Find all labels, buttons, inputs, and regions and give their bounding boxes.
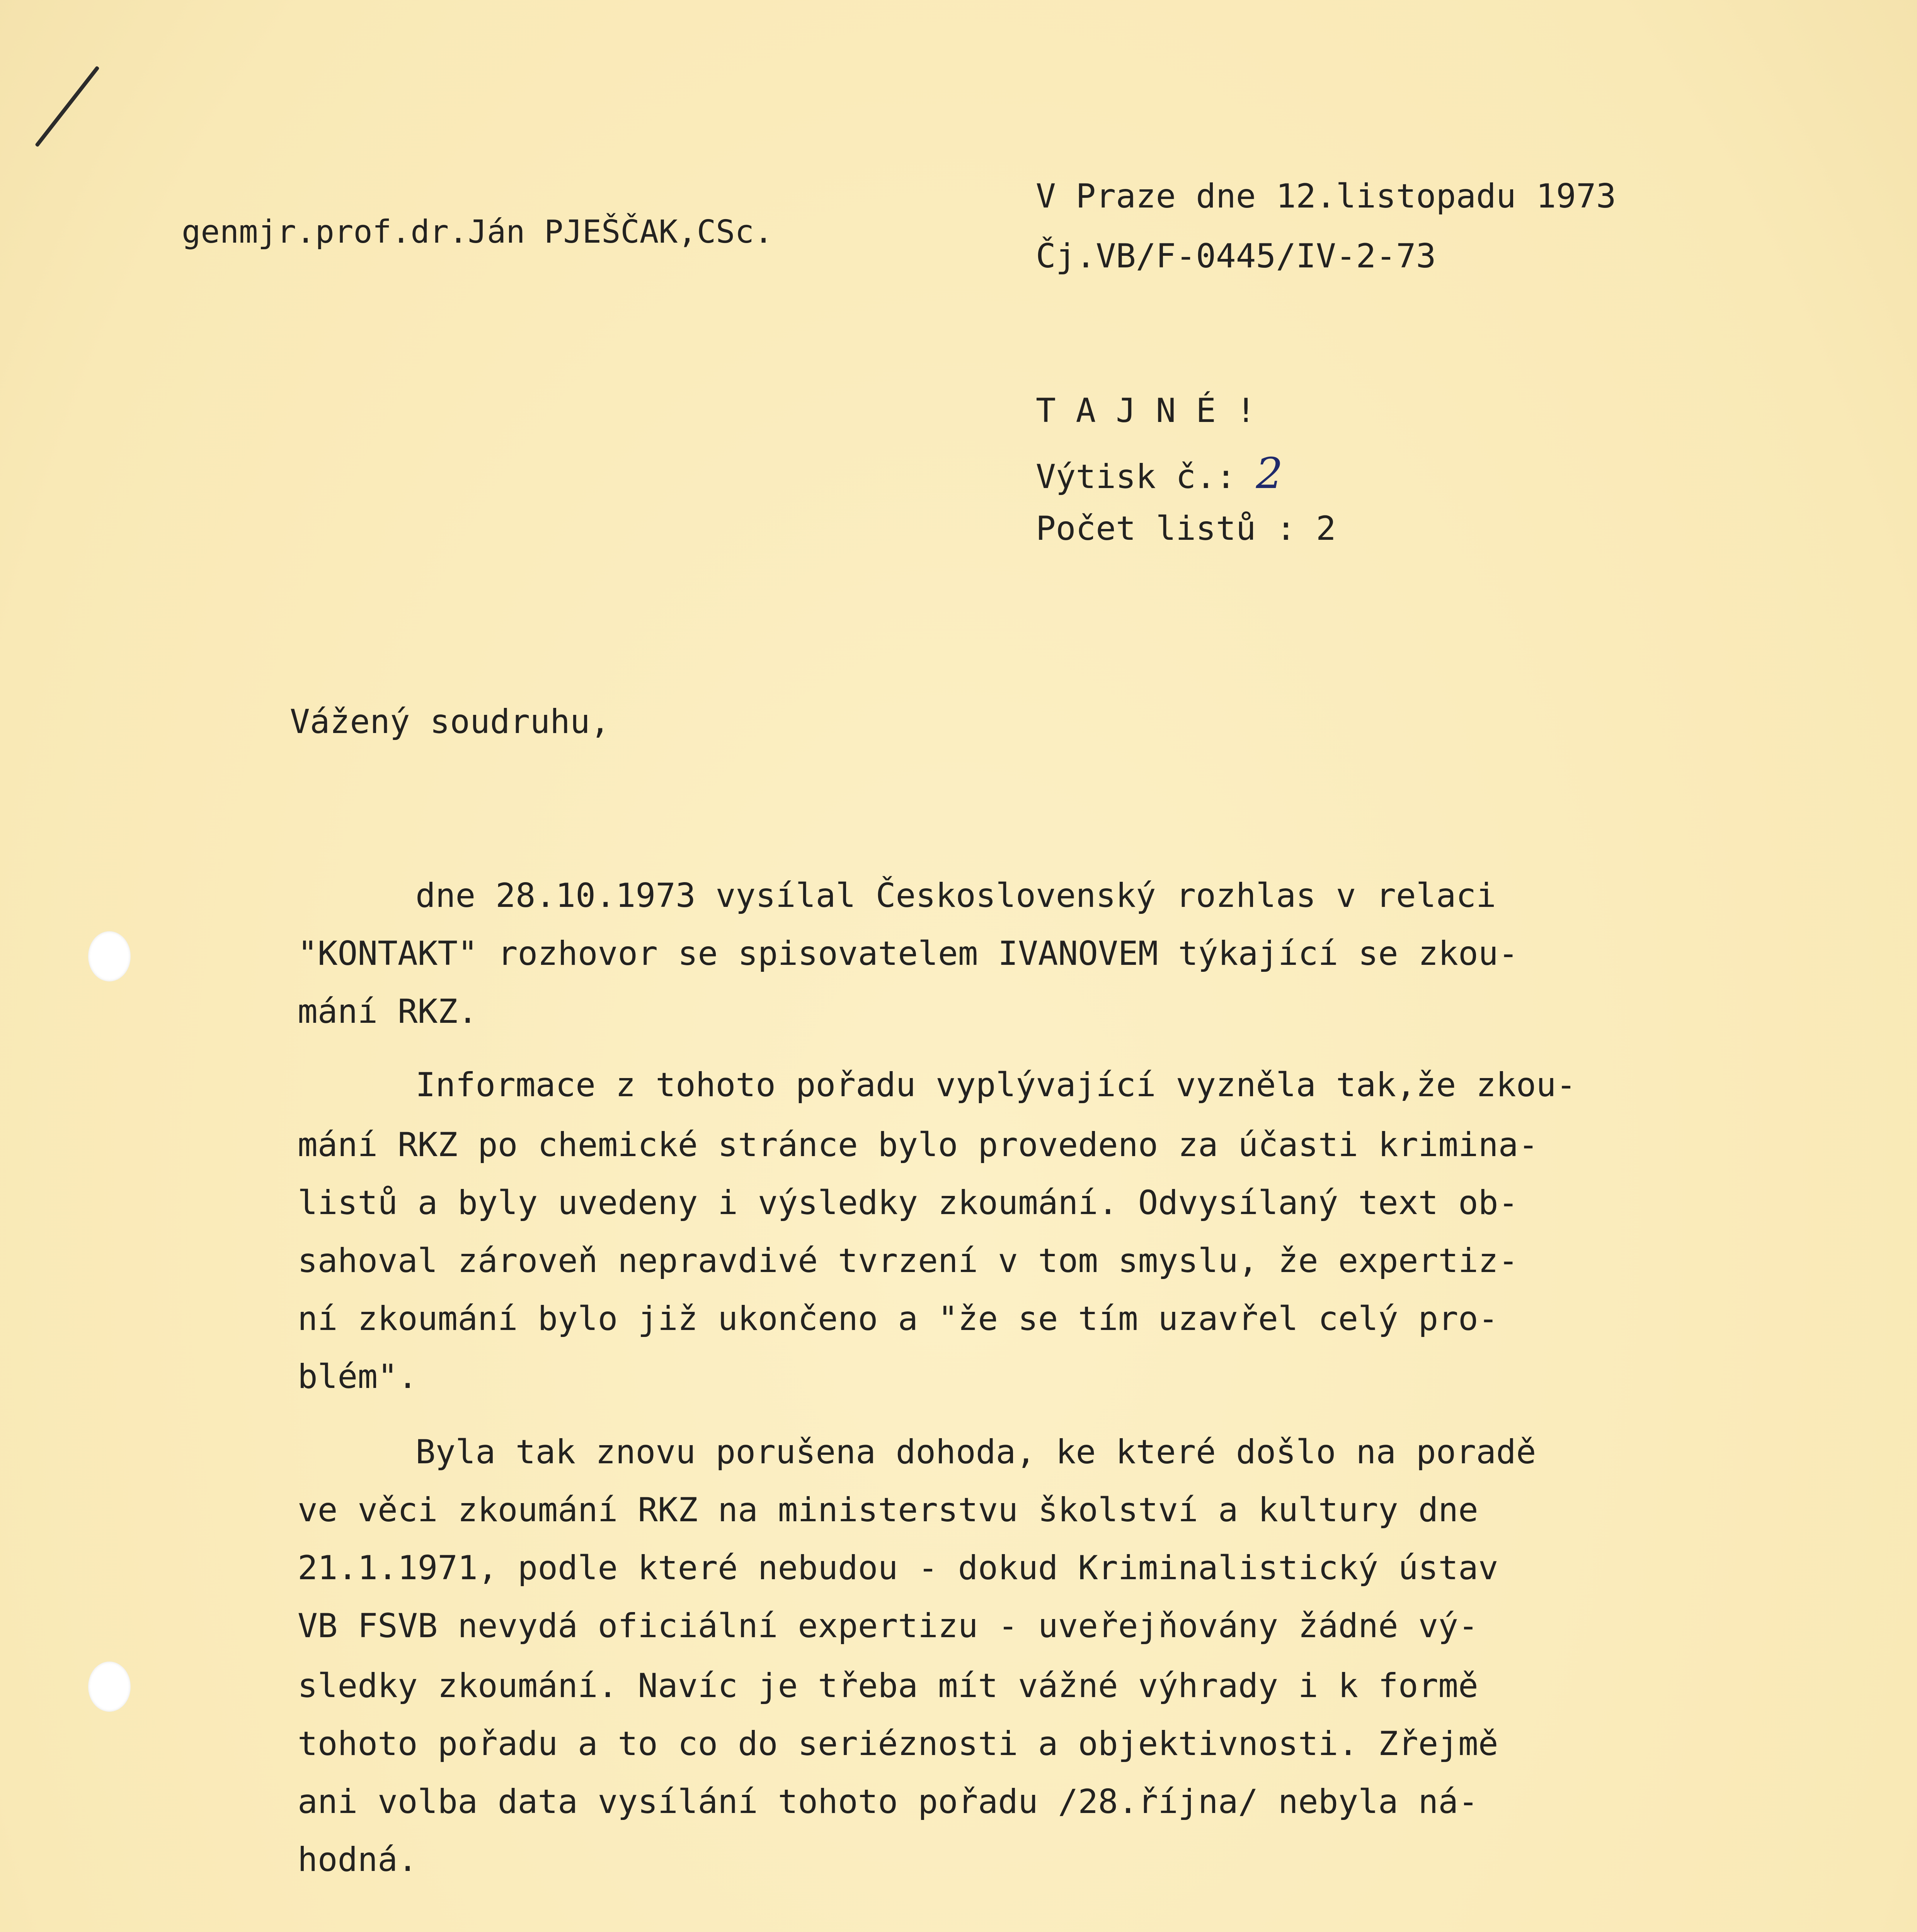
- body-line: Informace z tohoto pořadu vyplývající vyzněla tak,že zkou-: [415, 1066, 1577, 1104]
- classification-secret: T A J N É !: [1036, 391, 1256, 430]
- body-line: hodná.: [298, 1840, 418, 1879]
- punch-hole-top: [88, 931, 131, 981]
- body-line: Byla tak znovu porušena dohoda, ke které došlo na poradě: [415, 1433, 1536, 1471]
- body-line: listů a byly uvedeny i výsledky zkoumání. Odvysílaný text ob-: [298, 1184, 1519, 1222]
- body-line: "KONTAKT" rozhovor se spisovatelem IVANOVEM týkající se zkou-: [298, 934, 1519, 973]
- body-line: ní zkoumání bylo již ukončeno a "že se tím uzavřel celý pro-: [298, 1299, 1498, 1338]
- body-line: ve věci zkoumání RKZ na ministerstvu školství a kultury dne: [298, 1491, 1478, 1529]
- copy-number-row: [1036, 449, 1283, 498]
- body-line: sahoval zároveň nepravdivé tvrzení v tom smyslu, že expertiz-: [298, 1242, 1519, 1280]
- copy-label: Výtisk č.:: [1036, 457, 1236, 496]
- reference-number: Čj.VB/F-0445/IV-2-73: [1036, 237, 1436, 276]
- page-count: Počet listů : 2: [1036, 509, 1336, 548]
- body-line: tohoto pořadu a to co do seriéznosti a objektivnosti. Zřejmě: [298, 1725, 1498, 1763]
- body-line: 21.1.1971, podle které nebudou - dokud Kriminalistický ústav: [298, 1549, 1498, 1587]
- body-line: sledky zkoumání. Navíc je třeba mít vážné výhrady i k formě: [298, 1667, 1478, 1705]
- body-line: mání RKZ po chemické stránce bylo provedeno za účasti krimina-: [298, 1126, 1539, 1164]
- body-line: dne 28.10.1973 vysílal Československý rozhlas v relaci: [415, 876, 1496, 915]
- body-line: blém".: [298, 1357, 418, 1396]
- place-date: V Praze dne 12.listopadu 1973: [1036, 177, 1616, 216]
- copy-number-handwritten: 2: [1256, 449, 1283, 498]
- body-line: VB FSVB nevydá oficiální expertizu - uveřejňovány žádné vý-: [298, 1607, 1478, 1645]
- body-line: mání RKZ.: [298, 992, 478, 1031]
- pen-mark: [35, 66, 100, 147]
- salutation: Vážený soudruhu,: [290, 702, 610, 741]
- sender-line: genmjr.prof.dr.Ján PJEŠČAK,CSc.: [182, 214, 773, 250]
- body-line: ani volba data vysílání tohoto pořadu /28.října/ nebyla ná-: [298, 1782, 1478, 1821]
- punch-hole-bottom: [88, 1662, 131, 1712]
